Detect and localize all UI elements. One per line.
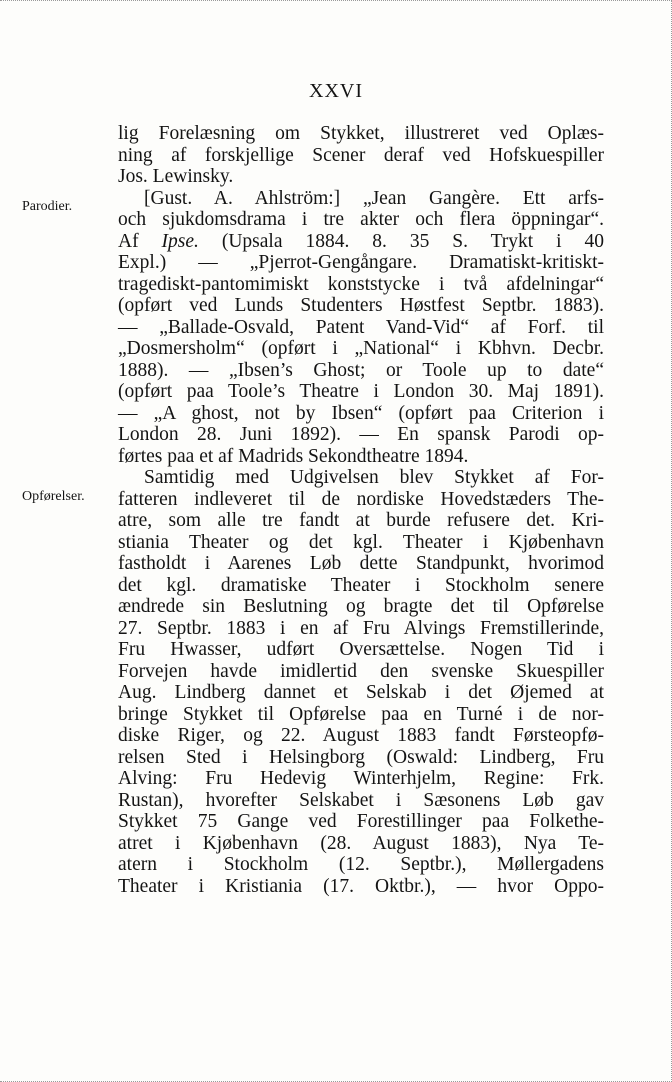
text-line: Forvejen havde imidlertid den svenske Skuespiller <box>118 660 604 682</box>
text-line: atret i Kjøbenhavn (28. August 1883), Nya Te- <box>118 832 604 854</box>
text-segment: Af <box>118 230 139 252</box>
text-line: Alving: Fru Hedevig Winterhjelm, Regine: Frk. <box>118 768 604 789</box>
text-line: [Gust. A. Ahlström:] „Jean Gangère. Ett arfs- <box>144 187 604 209</box>
text-line: lig Forelæsning om Stykket, illustreret ved Oplæs- <box>118 123 604 144</box>
text-line: tragediskt-pantomimiskt konststycke i två afdelningar“ <box>118 273 604 295</box>
text-line: Rustan), hvorefter Selskabet i Sæsonens Løb gav <box>118 789 604 811</box>
text-line: (opført paa Toole’s Theatre i London 30. Maj 1891). <box>118 381 604 402</box>
text-line: och sjukdomsdrama i tre akter och flera öppningar“. <box>118 209 604 230</box>
text-line: Samtidig med Udgivelsen blev Stykket af For- <box>144 467 604 488</box>
margin-note-opforelser: Opførelser. <box>22 489 85 504</box>
text-line: Expl.) — „Pjerrot-Gengångare. Dramatiskt-kritiskt- <box>118 252 604 273</box>
text-line: Jos. Lewinsky. <box>118 166 234 187</box>
text-line: ning af forskjellige Scener deraf ved Hofskuespiller <box>118 144 604 166</box>
text-line: „Dosmersholm“ (opført i „National“ i Kbhvn. Decbr. <box>118 338 604 359</box>
author-pseudonym: Ipse. <box>161 230 199 252</box>
text-line <box>118 231 604 253</box>
text-line: ændrede sin Beslutning og bragte det til Opførelse <box>118 596 604 617</box>
margin-note-parodier: Parodier. <box>22 199 73 214</box>
text-line: Fru Hwasser, udført Oversættelse. Nogen Tid i <box>118 639 604 660</box>
text-line: 1888). — „Ibsen’s Ghost; or Toole up to date“ <box>118 359 604 381</box>
text-line: Aug. Lindberg dannet et Selskab i det Øjemed at <box>118 682 604 703</box>
text-line: atre, som alle tre fandt at burde refusere det. Kri- <box>118 510 604 531</box>
text-segment: (Upsala 1884. 8. 35 S. Trykt i 40 <box>221 230 605 252</box>
text-line: fastholdt i Aarenes Løb dette Standpunkt, hvorimod <box>118 553 604 574</box>
text-line: Theater i Kristiania (17. Oktbr.), — hvor Oppo- <box>118 875 604 897</box>
page-number: XXVI <box>309 80 363 102</box>
text-line: 27. Septbr. 1883 i en af Fru Alvings Fremstillerinde, <box>118 617 604 639</box>
body-text <box>118 123 604 897</box>
text-line: fatteren indleveret til de nordiske Hovedstæders The- <box>118 488 604 510</box>
text-line: stiania Theater og det kgl. Theater i Kjøbenhavn <box>118 531 604 553</box>
text-line: relsen Sted i Helsingborg (Oswald: Lindberg, Fru <box>118 746 604 768</box>
page-edge-top <box>0 0 672 3</box>
text-line: — „A ghost, not by Ibsen“ (opført paa Criterion i <box>118 402 604 424</box>
text-line: bringe Stykket til Opførelse paa en Turné i de nor- <box>118 703 604 725</box>
text-line: Stykket 75 Gange ved Forestillinger paa Folkethe- <box>118 811 604 832</box>
text-line: (opført ved Lunds Studenters Høstfest Septbr. 1883). <box>118 295 604 316</box>
text-line: diske Riger, og 22. August 1883 fandt Førsteopfø- <box>118 725 604 746</box>
text-line: førtes paa et af Madrids Sekondtheatre 1894. <box>118 445 469 467</box>
text-line: — „Ballade-Osvald, Patent Vand-Vid“ af Forf. til <box>118 316 604 338</box>
text-line: London 28. Juni 1892). — En spansk Parodi op- <box>118 424 604 445</box>
text-line: atern i Stockholm (12. Septbr.), Møllergadens <box>118 854 604 875</box>
text-line: det kgl. dramatiske Theater i Stockholm senere <box>118 574 604 596</box>
